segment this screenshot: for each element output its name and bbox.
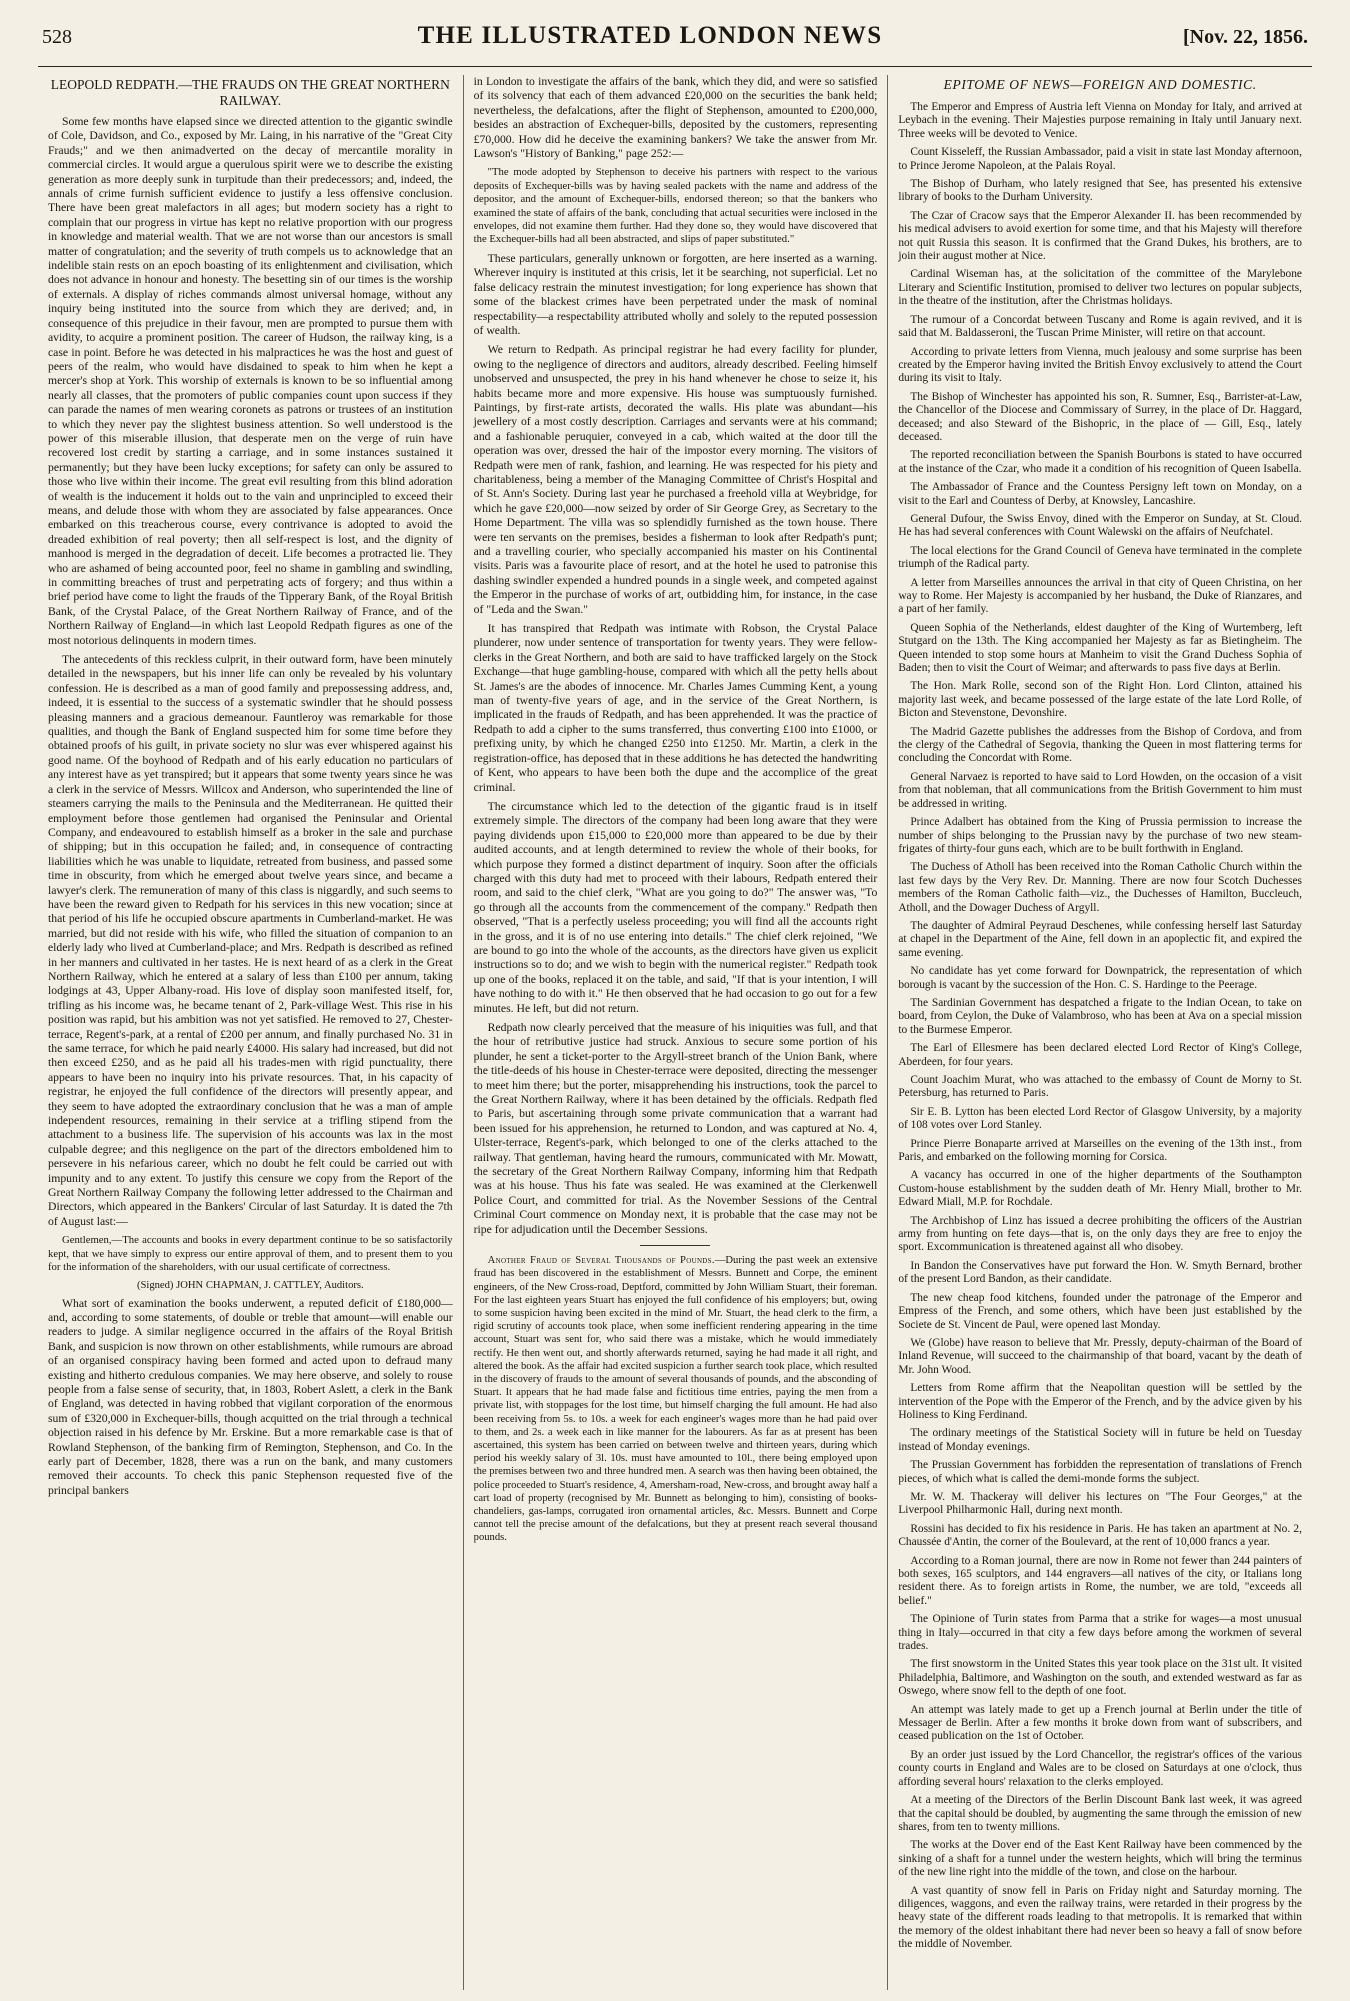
news-item: Letters from Rome affirm that the Neapolitan question will be settled by the intervention of the Pope with the Emperor of the French, and by the advice given by his Holiness to King Ferdinand.	[898, 1382, 1302, 1421]
article-paragraph: The circumstance which led to the detection of the gigantic fraud is in itself extremely simple. The directors of the company had been long aware that they were paying dividends upon £15,000 to £20,000 more than appeared to be due by their audited accounts, and at length determined to review the whole of their books, for which purpose they formed a distinct department of inquiry. Soon after the officials charged with this duty had met to proceed with their labours, Redpath entered their room, and said to the chief clerk, "What are you going to do?" The answer was, "To go through all the accounts from the commencement of the company." Redpath then observed, "That is a perfectly useless proceeding; you will find all the accounts right in the gross, and it is of no use entering into details." The chief clerk rejoined, "We are bound to go into the whole of the accounts, as the directors have given us explicit instructions so to do; and we wish to begin with the numerical register." Redpath took up one of the books, replaced it on the table, and said, "If that is your intention, I will have nothing to do with it." He then observed that he had occasion to go out for a few minutes. He left, but did not return.	[473, 799, 878, 1015]
news-item: The Emperor and Empress of Austria left Vienna on Monday for Italy, and arrived at Leybach in the evening. Their Majesties purpose remaining in Italy until January next. Three weeks will be devoted to Venice.	[898, 101, 1302, 140]
news-item: The Prussian Government has forbidden the representation of translations of French pieces, of which what is called the demi-monde forms the subject.	[898, 1459, 1302, 1485]
news-item: The Madrid Gazette publishes the addresses from the Bishop of Cordova, and from the clergy of the Cathedral of Segovia, thanking the Queen in most flattering terms for concluding the Concordat with Rome.	[898, 725, 1302, 765]
paper-title: THE ILLUSTRATED LONDON NEWS	[417, 22, 883, 49]
article-heading-redpath: LEOPOLD REDPATH.—THE FRAUDS ON THE GREAT NORTHERN RAILWAY.	[50, 77, 450, 108]
news-item: At a meeting of the Directors of the Berlin Discount Bank last week, it was agreed that the capital should be doubled, by augmenting the same through the emission of new shares, from ten to twenty millions.	[898, 1794, 1302, 1833]
news-item: The new cheap food kitchens, founded under the patronage of the Emperor and Empress of the French, and some others, which have been just established by the Societe de St. Vincent de Paul, were opened last Monday.	[898, 1291, 1302, 1331]
news-item: The Opinione of Turin states from Parma that a strike for wages—a most unusual thing in Italy—occurred in that city a few days before among the workmen of several trades.	[898, 1613, 1302, 1653]
news-item: The first snowstorm in the United States this year took place on the 31st ult. It visited Philadelphia, Baltimore, and Washington on the south, and extended westward as far as Oswego, where snow fell to the depth of one foot.	[898, 1658, 1302, 1698]
news-item: Cardinal Wiseman has, at the solicitation of the committee of the Marylebone Literary and Scientific Institution, promised to deliver two lectures on popular subjects, in the theatre of the institution, after the Christmas holidays.	[898, 268, 1302, 308]
news-item: The Bishop of Winchester has appointed his son, R. Sumner, Esq., Barrister-at-Law, the Chancellor of the Diocese and Commissary of Surrey, in the place of Dr. Haggard, deceased; and also Steward of the Bishopric, in the place of — Gill, Esq., lately deceased.	[898, 390, 1302, 443]
news-item: The works at the Dover end of the East Kent Railway have been commenced by the sinking of a shaft for a tunnel under the western heights, which will bring the terminus of the new line right into the middle of the town, and close on the harbour.	[898, 1839, 1302, 1879]
news-item: Count Kisseleff, the Russian Ambassador, paid a visit in state last Monday afternoon, to Prince Jerome Napoleon, at the Palais Royal.	[898, 146, 1302, 172]
auditors-letter: Gentlemen,—The accounts and books in every department continue to be so satisfactorily kept, that we have simply to express our entire approval of them, and to present them to you for the information of the shareholders, with our usual certificate of correctness.	[48, 1234, 453, 1274]
news-item: The reported reconciliation between the Spanish Bourbons is stated to have occurred at the instance of the Czar, who made it a condition of his recognition of Queen Isabella.	[898, 449, 1302, 475]
article-paragraph: What sort of examination the books underwent, a reputed deficit of £180,000—and, according to some statements, of double or treble that amount—will enable our readers to judge. A similar negligence occurred in the affairs of the Royal British Bank, and suspicion is now thrown on other establishments, while rumours are abroad of an organised conspiracy having been formed and acted upon to defraud many existing and hitherto credulous companies. We may here observe, and solely to rouse people from a false sense of security, that, in 1803, Robert Aslett, a clerk in the Bank of England, was detected in having robbed that vigilant corporation of the enormous sum of £320,000 in Exchequer-bills, though acquitted on the trial through a technical objection raised in his defence by Mr. Erskine. But a more remarkable case is that of Rowland Stephenson, of the banking firm of Remington, Stephenson, and Co. In the early part of December, 1828, there was a run on the bank, and many customers removed their accounts. To check this panic Stephenson requested five of the principal bankers	[48, 1296, 453, 1497]
news-item: By an order just issued by the Lord Chancellor, the registrar's offices of the various county courts in England and Wales are to be closed on Saturdays at one o'clock, thus affording several hours' relaxation to the clerks employed.	[898, 1748, 1302, 1788]
news-item: Sir E. B. Lytton has been elected Lord Rector of Glasgow University, by a majority of 108 votes over Lord Stanley.	[898, 1105, 1302, 1132]
fraud-article-heading: Another Fraud of Several Thousands of Pounds.	[487, 1255, 715, 1267]
news-item: General Dufour, the Swiss Envoy, dined with the Emperor on Sunday, at St. Cloud. He has had several conferences with Count Walewski on the affairs of Neufchatel.	[898, 512, 1302, 539]
news-item: A vacancy has occurred in one of the higher departments of the Southampton Custom-house establishment by the sudden death of Mr. Henry Miall, brother to Mr. Edward Miall, M.P. for Rochdale.	[898, 1169, 1302, 1209]
news-item: The Sardinian Government has despatched a frigate to the Indian Ocean, to take on board, from Ceylon, the Duke of Valambroso, who has been at Ava on a special mission to the Burmese Emperor.	[898, 996, 1302, 1036]
issue-date: [Nov. 22, 1856.	[1183, 26, 1308, 48]
news-item: The local elections for the Grand Council of Geneva have terminated in the complete triumph of the Radical party.	[898, 544, 1302, 571]
auditors-letter-block	[48, 1234, 453, 1274]
news-item: The daughter of Admiral Peyraud Deschenes, while confessing herself last Saturday at chapel in the Department of the Aine, fell down in an apoplectic fit, and expired the same evening.	[898, 919, 1302, 959]
news-item: The Duchess of Atholl has been received into the Roman Catholic Church within the last few days by the Very Rev. Dr. Manning. There are now four Scotch Duchesses members of the Roman Catholic faith—viz., the Duchesses of Hamilton, Buccleuch, Atholl, and the Dowager Duchess of Argyll.	[898, 861, 1302, 914]
article-paragraph: Redpath now clearly perceived that the measure of his iniquities was full, and that the hour of retributive justice had struck. Anxious to secure some portion of his plunder, he sent a ticket-porter to the Argyll-street branch of the Union Bank, where the title-deeds of his house in Chester-terrace were deposited, directing the messenger to meet him there; but the porter, misapprehending his instructions, took the parcel to the Great Northern Railway, where it has been detained by the officials. Redpath fled to Paris, but ascertaining through some private communication that a warrant had been issued for his apprehension, he returned to London, and was captured at No. 4, Ulster-terrace, Regent's-park, which belonged to one of the clerks attached to the railway. That gentleman, having heard the rumours, communicated with Mr. Mowatt, the secretary of the Great Northern Railway Company, informing him that Redpath was at his house. Thus his fate was sealed. He was examined at the Clerkenwell Police Court, and committed for trial. As the November Sessions of the Central Criminal Court commence on Monday next, it is probable that the case may not be ripe for adjudication until the December Sessions.	[473, 1021, 878, 1236]
epitome-list	[898, 101, 1302, 1952]
news-item: A letter from Marseilles announces the arrival in that city of Queen Christina, on her way to Rome. Her Majesty is accompanied by her husband, the Duke of Rianzares, and a part of her family.	[898, 576, 1302, 616]
news-item: The Hon. Mark Rolle, second son of the Right Hon. Lord Clinton, attained his majority last week, and became possessed of the large estate of the late Lord Rolle, of Bicton and Stevenstone, Devonshire.	[898, 680, 1302, 720]
column-2	[463, 75, 888, 1990]
column-1	[38, 75, 463, 1990]
news-item: In Bandon the Conservatives have put forward the Hon. W. Smyth Bernard, brother of the present Lord Bandon, as their candidate.	[898, 1259, 1302, 1286]
column-3	[887, 75, 1312, 1990]
news-item: We (Globe) have reason to believe that Mr. Pressly, deputy-chairman of the Board of Inland Revenue, will succeed to the chairmanship of that board, vacant by the death of Mr. John Wood.	[898, 1336, 1302, 1376]
section-divider	[640, 1245, 710, 1246]
news-item: The Earl of Ellesmere has been declared elected Lord Rector of King's College, Aberdeen, for four years.	[898, 1042, 1302, 1068]
news-item: Prince Adalbert has obtained from the King of Prussia permission to increase the number of ships belonging to the Prussian navy by the purchase of two new steam-frigates of thirty-four guns each, which are to be built forthwith in England.	[898, 816, 1302, 855]
page-number: 528	[42, 26, 72, 48]
masthead	[38, 22, 1312, 67]
news-item: No candidate has yet come forward for Downpatrick, the representation of which borough is vacant by the succession of the Hon. C. S. Hardinge to the Peerage.	[898, 965, 1302, 991]
news-item: General Narvaez is reported to have said to Lord Howden, on the occasion of a visit from that nobleman, that all communications from the British Government to him must be addressed in writing.	[898, 770, 1302, 810]
article-paragraph: We return to Redpath. As principal registrar he had every facility for plunder, owing to the negligence of directors and auditors, already described. Feeling himself unobserved and unsuspected, the prey in his hand whenever he chose to seize it, his habits became more and more expensive. His house was sumptuously furnished. Paintings, by first-rate artists, decorated the walls. His plate was abundant—his jewellery of a most costly description. Carriages and servants were at his command; and a fashionable peruquier, conveyed in a cab, which waited at the door till the operation was over, dressed the hair of the impostor every morning. The visitors of Redpath were men of rank, fashion, and learning. He was respected for his piety and charitableness, being a member of the Managing Committee of Christ's Hospital and of St. Ann's Society. During last year he purchased a freehold villa at Weybridge, for which he gave £20,000—now seized by order of Sir George Grey, as Secretary to the Home Department. The villa was so splendidly furnished as the town house. There were ten servants on the premises, besides a fisherman to look after Redpath's punt; and a travelling courier, who specially accompanied his master on his Continental visits. Paris was a favourite place of resort, and at the hotel he used to patronise this dashing swindler expended a hundred pounds in a single week, and competed against the Emperor in the purchase of works of art, outbidding him, for instance, in the case of "Leda and the Swan."	[473, 343, 878, 616]
article-paragraph: These particulars, generally unknown or forgotten, are here inserted as a warning. Wherever inquiry is instituted at this crisis, let it be searching, not superficial. Let no false delicacy restrain the minutest investigation; for long experience has shown that some of the blackest crimes have been perpetrated under the mask of nominal respectability—a respectability attributed wholly and solely to the reputed possession of wealth.	[473, 251, 878, 337]
news-item: According to private letters from Vienna, much jealousy and some surprise has been created by the Emperor having invited the British Envoy exclusively to attend the Court during its visit to Italy.	[898, 345, 1302, 385]
lawson-quote: "The mode adopted by Stephenson to deceive his partners with respect to the various deposits of Exchequer-bills was by having sealed packets with the name and address of the depositor, and the amount of Exchequer-bills, endorsed thereon; so that the bankers who examined the state of affairs of the bank, concluding that actual securities were inclosed in the envelopes, did not examine them further. Had they done so, they would have discovered that the Exchequer-bills had all been abstracted, and slips of paper substituted."	[473, 166, 878, 246]
news-item: The Czar of Cracow says that the Emperor Alexander II. has been recommended by his medical advisers to avoid exertion for some time, and that his Majesty will therefore not quit Russia this season. It is confirmed that the Grand Dukes, his brothers, are to join their august mother at Nice.	[898, 209, 1302, 263]
news-item: Rossini has decided to fix his residence in Paris. He has taken an apartment at No. 2, Chaussée d'Antin, the corner of the Boulevard, at the rent of 10,000 francs a year.	[898, 1522, 1302, 1549]
fraud-article-body: During the past week an extensive fraud has been discovered in the establishment of Messrs. Bunnett and Corpe, the eminent engineers, of the New Cross-road, Deptford, committed by John William Stuart, their foreman. For the last eighteen years Stuart has enjoyed the full confidence of his employers; but, owing to some suspicion having been excited in the mind of Mr. Stuart, the head clerk to the firm, a rigid scrutiny of accounts took place, when some inefficient rendering appearing in the time account, Stuart was sent for, who said there was a mistake, which he would immediately rectify. He then went out, and shortly afterwards returned, saying he had made it all right, and altered the book. As the affair had excited suspicion a further search took place, which resulted in the discovery of frauds to the amount of several thousands of pounds, and the absconding of Stuart. It appears that he had made false and fictitious time entries, paying the men from a private list, with stoppages for the lost time, but himself charging the full amount. He had also been receiving from 5s. to 10s. a week for each engineer's wages more than he had paid over to them, and 2s. a week each in like manner for the labourers. As far as at present has been ascertained, this system has been carried on between twelve and thirteen years, during which period his weekly salary of 3l. 10s. must have amounted to 10l., there being employed upon the premises between two and three hundred men. A search was then having been obtained, the police proceeded to Stuart's residence, 4, Amersham-road, New-cross, and brought away half a cart load of property (recognised by Mr. Bunnett as belonging to him), consisting of books-chandeliers, gas-lamps, corrugated iron ornamental articles, &c. Messrs. Bunnett and Corpe cannot tell the precise amount of the defalcations, but they at present reach several thousand pounds.	[473, 1255, 878, 1544]
article-paragraph: in London to investigate the affairs of the bank, which they did, and were so satisfied of its solvency that each of them advanced £20,000 on the securities the bank held; nevertheless, the defalcations, after the flight of Stephenson, amounted to £200,000, besides an abstraction of Exchequer-bills, deposited by the customers, representing £70,000. How did he deceive the examining bankers? We take the answer from Mr. Lawson's "History of Banking," page 252:—	[473, 75, 878, 161]
news-item: The Archbishop of Linz has issued a decree prohibiting the officers of the Austrian army from hunting on fete days—that is, on the only days they are free to enjoy the sport. Excommunication is threatened against all who disobey.	[898, 1214, 1302, 1254]
fraud-article	[474, 1254, 878, 1544]
news-item: The rumour of a Concordat between Tuscany and Rome is again revived, and it is said that M. Baldasseroni, the Tuscan Prime Minister, will retire on that account.	[898, 313, 1302, 340]
news-item: Mr. W. M. Thackeray will deliver his lectures on "The Four Georges," at the Liverpool Philharmonic Hall, during next month.	[898, 1490, 1302, 1517]
epitome-heading: EPITOME OF NEWS—FOREIGN AND DOMESTIC.	[943, 77, 1257, 92]
fraud-article-paragraph: Another Fraud of Several Thousands of Pounds.—During the past week an extensive fraud has been discovered in the establishment of Messrs. Bunnett and Corpe, the eminent engineers, of the New Cross-road, Deptford, committed by John William Stuart, their foreman. For the last eighteen years Stuart has enjoyed the full confidence of his employers; but, owing to some suspicion having been excited in the mind of Mr. Stuart, the head clerk to the firm, a rigid scrutiny of accounts took place, when some inefficient rendering appearing in the time account, Stuart was sent for, who said there was a mistake, which he would immediately rectify. He then went out, and shortly afterwards returned, saying he had made it all right, and altered the book. As the affair had excited suspicion a further search took place, which resulted in the discovery of frauds to the amount of several thousands of pounds, and the absconding of Stuart. It appears that he had made false and fictitious time entries, paying the men from a private list, with stoppages for the lost time, but himself charging the full amount. He had also been receiving from 5s. to 10s. a week for each engineer's wages more than he had paid over to them, and 2s. a week each in like manner for the labourers. As far as at present has been ascertained, this system has been carried on between twelve and thirteen years, during which period his weekly salary of 3l. 10s. must have amounted to 10l., there being employed upon the premises between two and three hundred men. A search was then having been obtained, the police proceeded to Stuart's residence, 4, Amersham-road, New-cross, and brought away half a cart load of property (recognised by Mr. Bunnett as belonging to him), consisting of books-chandeliers, gas-lamps, corrugated iron ornamental articles, &c. Messrs. Bunnett and Corpe cannot tell the precise amount of the defalcations, but they at present reach several thousand pounds.	[473, 1255, 878, 1544]
news-item: According to a Roman journal, there are now in Rome not fewer than 244 painters of both sexes, 165 sculptors, and 144 engravers—all natives of the city, or Italians long resident there. As to foreign artists in Rome, the number, we are told, "exceeds all belief."	[898, 1554, 1302, 1607]
news-item: The ordinary meetings of the Statistical Society will in future be held on Tuesday instead of Monday evenings.	[898, 1427, 1302, 1453]
news-item: Count Joachim Murat, who was attached to the embassy of Count de Morny to St. Petersburg, has returned to Paris.	[898, 1074, 1302, 1100]
news-item: An attempt was lately made to get up a French journal at Berlin under the title of Messager de Berlin. After a few months it broke down from want of subscribers, and ceased publication on the 1st of October.	[898, 1703, 1302, 1743]
article-paragraph: The antecedents of this reckless culprit, in their outward form, have been minutely detailed in the newspapers, but his inner life can only be revealed by his voluntary confession. He is described as a man of good family and prepossessing address, and, indeed, it is essential to the success of a systematic swindler that he should possess pleasing manners and a gracious demeanour. Fauntleroy was remarkable for those qualities, and though the Bank of England suspected him for some time before they obtained proofs of his guilt, in private society no slur was ever whispered against his good name. Of the boyhood of Redpath and of his early education no particulars of any interest have as yet transpired; but it appears that some twenty years since he was a clerk in the service of Messrs. Willcox and Anderson, who superintended the line of steamers carrying the mails to the Peninsula and the Mediterranean. He quitted their employment before those gentlemen had organised the Peninsular and Oriental Company, and endeavoured to establish himself as a broker in the sale and purchase of shipping; but in this occupation he failed; and, in consequence of contracting liabilities which he was unable to liquidate, retreated from business, and passed some time in obscurity, from which he emerged about twelve years since, and became a lawyer's clerk. The remuneration of many of this class is niggardly, and such seems to have been the reward given to Redpath for his services in this new vocation; since at that period of his life he occupied obscure apartments in Cumberland-market. He was married, but did not reside with his wife, who filled the situation of companion to an elderly lady who lived at Cumberland-place; and Mrs. Redpath is described as refined in her manners and cultivated in her tastes. He is next heard of as a clerk in the Great Northern Railway, which he entered at a salary of less than £100 per annum, taking lodgings at 43, Upper Albany-road. His love of display soon manifested itself, for, trifling as his income was, he became tenant of 2, Park-village West. This rise in his position was rapid, but his ambition was not yet satisfied. He removed to 27, Chester-terrace, Regent's-park, at a rental of £200 per annum, and finally purchased No. 31 in the same terrace, for which he paid nearly £4000. His salary had increased, but did not then exceed £250, and as he paid all his trades-men with rigid punctuality, there appears to have been no inquiry into his private resources. That, in his capacity of registrar, he enjoyed the full confidence of the directors will presently appear, and they seem to have adopted the extraordinary conclusion that he was a man of ample independent resources, remaining in their service at a trifling stipend from the attachment to a business life. The supervision of his accounts was lax in the most culpable degree; and this negligence on the part of the directors emboldened him to persevere in his nefarious career, which no doubt he felt could be carried out with impunity and to any extent. To justify this censure we copy from the Report of the Great Northern Railway Company the following letter addressed to the Chairman and Directors, which appeared in the Bankers' Circular of last Saturday. It is dated the 7th of August last:—	[48, 653, 453, 1228]
news-item: A vast quantity of snow fell in Paris on Friday night and Saturday morning. The diligences, waggons, and even the railway trains, were retarded in their progress by the heavy state of the different roads leading to that metropolis. It is remarked that within the memory of the oldest inhabitant there had never been so heavy a fall of snow before the middle of November.	[898, 1884, 1302, 1951]
news-item: Prince Pierre Bonaparte arrived at Marseilles on the evening of the 13th inst., from Paris, and embarked on the following morning for Corsica.	[898, 1137, 1302, 1164]
news-item: The Bishop of Durham, who lately resigned that See, has presented his extensive library of books to the Durham University.	[898, 178, 1302, 204]
news-item: The Ambassador of France and the Countess Persigny left town on Monday, on a visit to the Earl and Countess of Derby, at Knowsley, Lancashire.	[898, 481, 1302, 507]
news-item: Queen Sophia of the Netherlands, eldest daughter of the King of Wurtemberg, left Stutgard on the 13th. The King accompanied her Majesty as far as Bietingheim. The Queen intended to stop some hours at Manheim to visit the Grand Duchess Sophia of Baden; then to visit the Court of Weimar; and afterwards to pass five days at Berlin.	[898, 621, 1302, 675]
auditors-signature: (Signed) JOHN CHAPMAN, J. CATTLEY, Auditors.	[136, 1279, 364, 1291]
article-paragraph: It has transpired that Redpath was intimate with Robson, the Crystal Palace plunderer, now under sentence of transportation for twenty years. They were fellow-clerks in the Great Northern, and both are said to have trafficked largely on the Stock Exchange—that huge gambling-house, compared with which all the petty hells about St. James's are the abodes of innocence. Mr. Charles James Cumming Kent, a young man of twenty-five years of age, and in the service of the Great Northern, is implicated in the frauds of Redpath, and has been apprehended. It was the practice of Redpath to add a cipher to the sums transferred, thus converting £100 into £1000, or prefixing unity, by which he changed £250 into £1250. Mr. Martin, a clerk in the registration-office, has deposed that in these additions he has detected the handwriting of Kent, who appears to have been both the dupe and the accomplice of the great criminal.	[473, 622, 878, 794]
columns	[38, 75, 1312, 1990]
article-paragraph: Some few months have elapsed since we directed attention to the gigantic swindle of Cole, Davidson, and Co., exposed by Mr. Laing, in his narrative of the "Great City Frauds;" and we then animadverted on the decay of mercantile morality in commercial circles. It would argue a querulous spirit were we to describe the existing generation as more deeply sunk in turpitude than their predecessors; and, indeed, the annals of crime furnish sufficient evidence to justify a less offensive conclusion. There have been great malefactors in all ages; but modern society has a right to complain that our progress in virtue has kept no relative proportion with our progress in knowledge and material wealth. That we are not worse than our ancestors is small matter of congratulation; and the severity of truth compels us to acknowledge that an indelible stain rests on an epoch boasting of its enlightenment and civilisation, which does not advance in honour and honesty. The besetting sin of our times is the worship of externals. A display of riches commands almost universal homage, without any inquiry being instituted into the source from which they are derived; and, in consequence of this prejudice in their favour, men are prompted to pursue them with avidity, to acquire a prominent position. The career of Hudson, the railway king, is a case in point. Before he was detected in his malpractices he was the host and guest of peers of the realm, who would have disdained to speak to him when he kept a mercer's shop at York. This worship of externals is known to be so influential among nearly all classes, that the promoters of public companies count upon success if they can parade the names of men wearing coronets as patrons or trustees of an institution to which they never pay the slightest business attention. So well understood is the power of this miserable illusion, that desperate men on the verge of ruin have recovered lost credit by starting a carriage, and in some instances sustained it permanently; but they have been lucky exceptions; for safety can only be assured to those who live within their income. The great evil resulting from this blind adoration of wealth is the inducement it holds out to the vain and unprincipled to exceed their means, and delude those with whom they are associated by false appearances. Once embarked on this treacherous course, every contrivance is adopted to avoid the dreaded exhibition of real poverty; then all self-respect is lost, and the dignity of manhood is merged in the degradation of deceit. Life becomes a protracted lie. They who are ashamed of being accounted poor, feel no shame in gambling and swindling, in committing breaches of trust and perpetrating acts of forgery; and thus within a brief period have come to light the frauds of the Tipperary Bank, of the Royal British Bank, of the Crystal Palace, of the Great Northern Railway of France, and of the Northern Railway of England—in which last Leopold Redpath figures as one of the most notorious delinquents in modern times.	[48, 115, 453, 647]
lawson-quote-block	[474, 166, 878, 246]
